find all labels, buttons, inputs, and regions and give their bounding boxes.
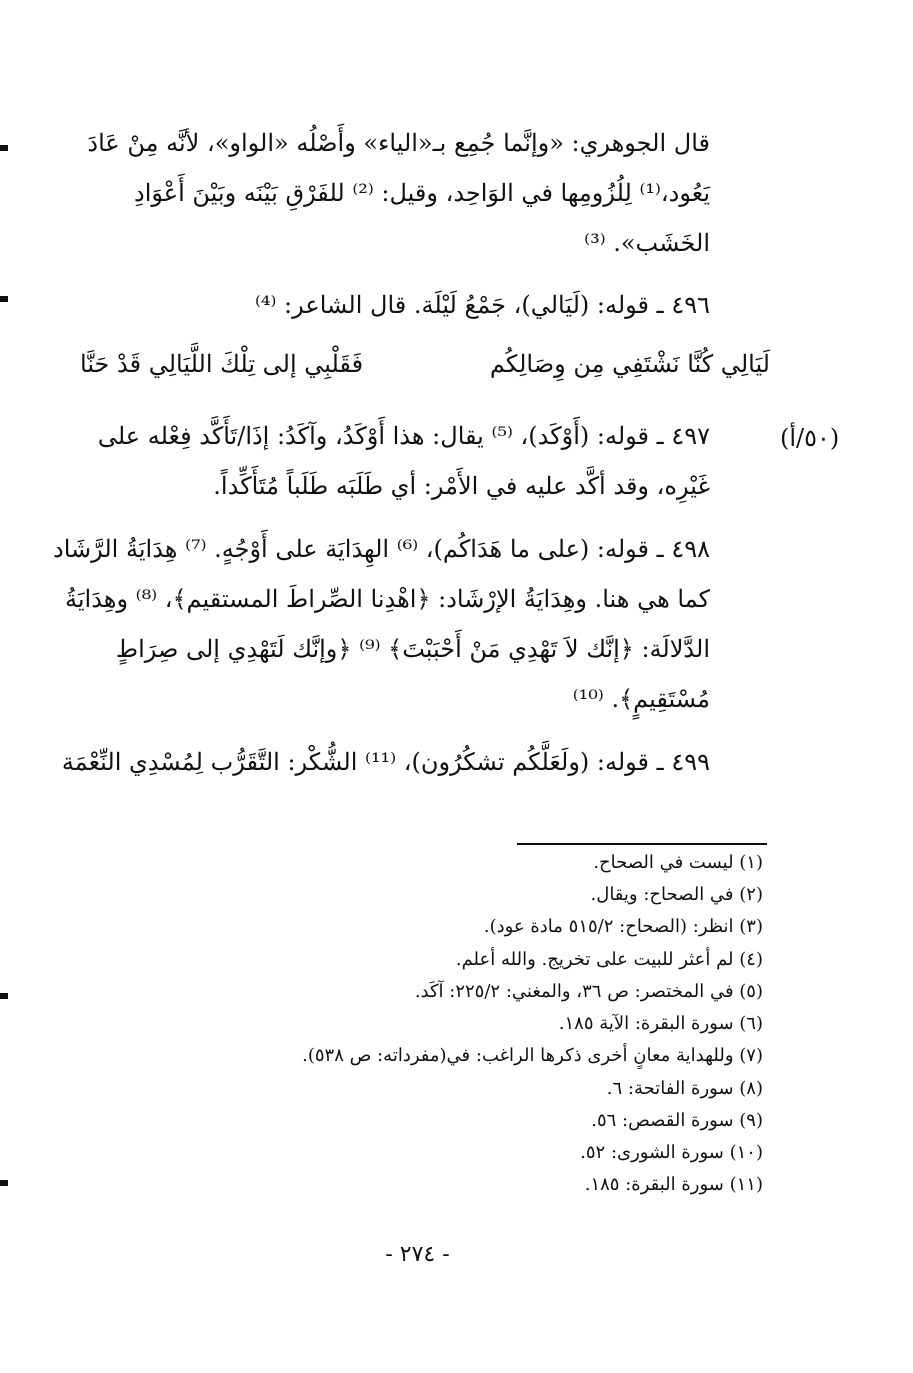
footnote-2: (٢) في الصحاح: ويقال. — [590, 884, 763, 905]
footnote-3: (٣) انظر: (الصحاح: ٥١٥/٢ مادة عود). — [483, 916, 763, 937]
entry-497 — [80, 411, 710, 511]
scan-edge-mark — [0, 145, 8, 151]
text-line: الدَّلالَة: ﴿إنَّك لاَ تَهْدِي مَنْ أَحْبَبْتَ﴾ ⁽⁹⁾ ﴿وإنَّك لَتَهْدِي إلى صِرَاطٍ — [115, 635, 710, 663]
text-line: ٤٩٧ ـ قوله: (أَوْكَد)، ⁽⁵⁾ يقال: هذا أَوْكَدُ، وآكَدُ: إذَا/تَأَكَّد فِعْله على — [97, 422, 710, 450]
footnote-7: (٧) وللهداية معانٍ أخرى ذكرها الراغب: في(مفرداته: ص ٥٣٨). — [302, 1045, 763, 1066]
footnote-11: (١١) سورة البقرة: ١٨٥. — [584, 1174, 763, 1195]
entry-498 — [53, 524, 710, 724]
footnote-10: (١٠) سورة الشورى: ٥٢. — [580, 1142, 763, 1163]
page-number: - ٢٧٤ - — [385, 1242, 450, 1267]
footnote-8: (٨) سورة الفاتحة: ٦. — [606, 1078, 763, 1099]
text-line: غَيْرِه، وقد أكَّد عليه في الأَمْر: أي طَلَبَه طَلَباً مُتَأَكِّداً. — [213, 472, 710, 500]
folio-marker: (٥٠/أ) — [780, 424, 840, 452]
text-line: قال الجوهري: «وإنَّما جُمِع بـ«الياء» وأَصْلُه «الواو»، لأنَّه مِنْ عَادَ — [87, 129, 710, 157]
footnote-1: (١) ليست في الصحاح. — [593, 852, 763, 873]
verse-first-hemistich: لَيَالِي كُنَّا نَشْتَفِي مِن وِصَالِكُم — [489, 350, 770, 378]
text-line: يَعُود،⁽¹⁾ لِلُزُومِها في الوَاحِد، وقيل: ⁽²⁾ للفَرْقِ بَيْنَه وبَيْنَ أَعْوَادِ — [134, 179, 710, 207]
text-line: ٤٩٩ ـ قوله: (ولَعَلَّكُم تشكُرُون)، ⁽¹¹⁾ الشُّكْر: التَّقَرُّب لِمُسْدِي النِّعْمَة — [61, 748, 710, 776]
poetry-verse — [80, 350, 770, 390]
footnote-6: (٦) سورة البقرة: الآية ١٨٥. — [558, 1013, 763, 1034]
entry-499 — [61, 737, 710, 787]
verse-second-hemistich: فَقَلْبِي إلى تِلْكَ اللَّيَالِي قَدْ حَنَّا — [80, 350, 364, 378]
footnote-4: (٤) لم أعثر للبيت على تخريج. والله أعلم. — [455, 949, 763, 970]
text-line: ٤٩٦ ـ قوله: (لَيَالي)، جَمْعُ لَيْلَة. قال الشاعر: ⁽⁴⁾ — [254, 291, 710, 319]
scan-edge-mark — [0, 1180, 8, 1186]
text-line: كما هي هنا. وهِدَايَةُ الإرْشَاد: ﴿اهْدِنا الصِّراطَ المستقيم﴾، ⁽⁸⁾ وهِدَايَةُ — [64, 585, 710, 613]
footnote-9: (٩) سورة القصص: ٥٦. — [591, 1110, 763, 1131]
scan-edge-mark — [0, 296, 8, 302]
entry-496 — [80, 280, 710, 330]
footnote-5: (٥) في المختصر: ص ٣٦، والمغني: ٢٢٥/٢: آكَد. — [414, 981, 763, 1002]
paragraph-jawhari — [80, 118, 710, 268]
footnote-separator — [517, 843, 767, 845]
text-line: ٤٩٨ ـ قوله: (على ما هَدَاكُم)، ⁽⁶⁾ الهِدَايَة على أَوْجُهٍ. ⁽⁷⁾ هِدَايَةُ الرَّشَاد — [53, 535, 710, 563]
text-line: مُسْتَقِيمٍ﴾. ⁽¹⁰⁾ — [572, 685, 710, 713]
text-line: الخَشَب». ⁽³⁾ — [584, 229, 710, 257]
scan-edge-mark — [0, 993, 8, 999]
